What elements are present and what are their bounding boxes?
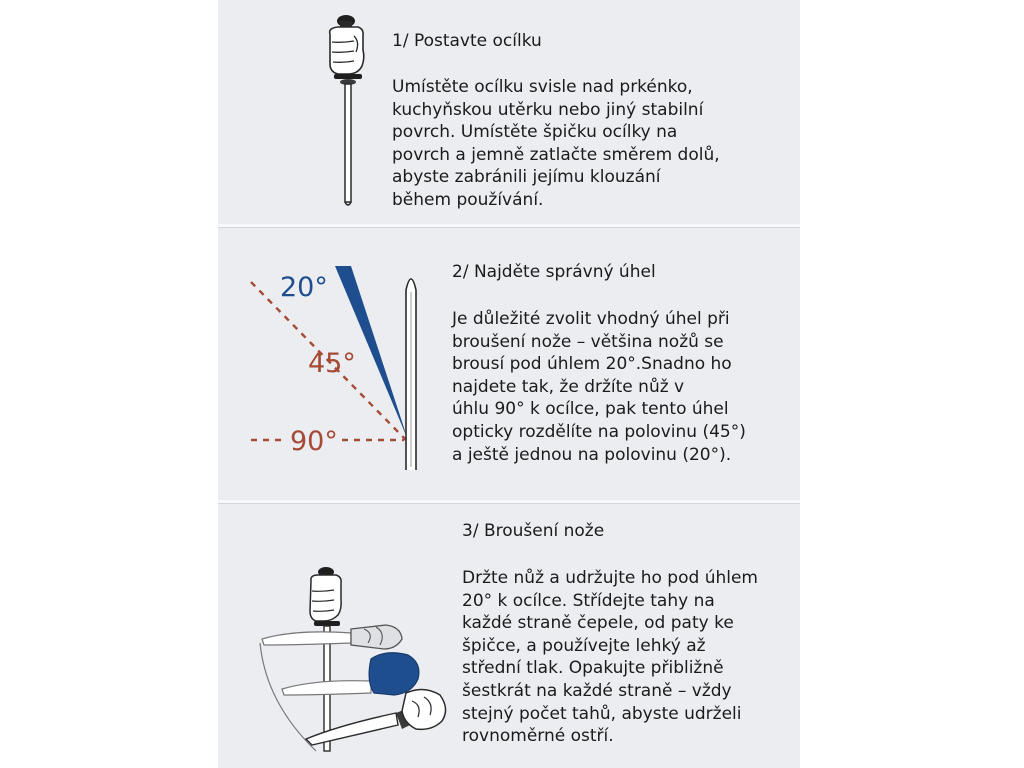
text-line: abyste zabránili jejímu klouzání	[392, 167, 661, 188]
step-2-title: 2/ Najděte správný úhel	[452, 262, 656, 282]
text-line: 20° k ocílce. Střídejte tahy na	[462, 590, 715, 611]
text-line: Držte nůž a udržujte ho pod úhlem	[462, 568, 758, 588]
text-line: povrch. Umístěte špičku ocílky na	[392, 122, 678, 143]
text-line: stejný počet tahů, abyste udrželi	[462, 703, 742, 724]
text-line: rovnoměrné ostří.	[462, 726, 614, 747]
text-line: brousí pod úhlem 20°.Snadno ho	[452, 354, 732, 375]
hand-holding-steel-icon	[318, 12, 378, 207]
text-line: kuchyňskou utěrku nebo jiný stabilní	[392, 99, 704, 120]
step-3-text	[462, 567, 758, 748]
instruction-leaflet	[218, 0, 800, 768]
text-line: během používání.	[392, 189, 544, 210]
angle-label-90: 90°	[290, 426, 338, 457]
text-line: opticky rozdělíte na polovinu (45°)	[452, 421, 746, 442]
text-line: povrch a jemně zatlačte směrem dolů,	[392, 144, 720, 165]
section-divider	[218, 500, 800, 503]
step-1-title: 1/ Postavte ocílku	[392, 31, 542, 51]
text-line: úhlu 90° k ocílce, pak tento úhel	[452, 399, 729, 420]
text-line: a ještě jednou na polovinu (20°).	[452, 444, 732, 465]
text-line: každé straně čepele, od paty ke	[462, 613, 734, 634]
text-line: špičce, a používejte lehký až	[462, 635, 706, 656]
text-line: šestkrát na každé straně – vždy	[462, 680, 732, 701]
angle-label-45: 45°	[308, 348, 356, 379]
text-line: najdete tak, že držíte nůž v	[452, 376, 685, 397]
text-line: Umístěte ocílku svisle nad prkénko,	[392, 77, 693, 97]
section-divider	[218, 224, 800, 227]
sharpening-knife-icon	[256, 563, 456, 758]
step-2-text	[452, 308, 746, 466]
text-line: broušení nože – většina nožů se	[452, 331, 724, 352]
text-line: Je důležité zvolit vhodný úhel při	[452, 309, 730, 329]
step-3-title: 3/ Broušení nože	[462, 521, 605, 541]
angle-label-20: 20°	[280, 272, 328, 303]
text-line: střední tlak. Opakujte přibližně	[462, 658, 724, 679]
step-1-text	[392, 76, 720, 212]
